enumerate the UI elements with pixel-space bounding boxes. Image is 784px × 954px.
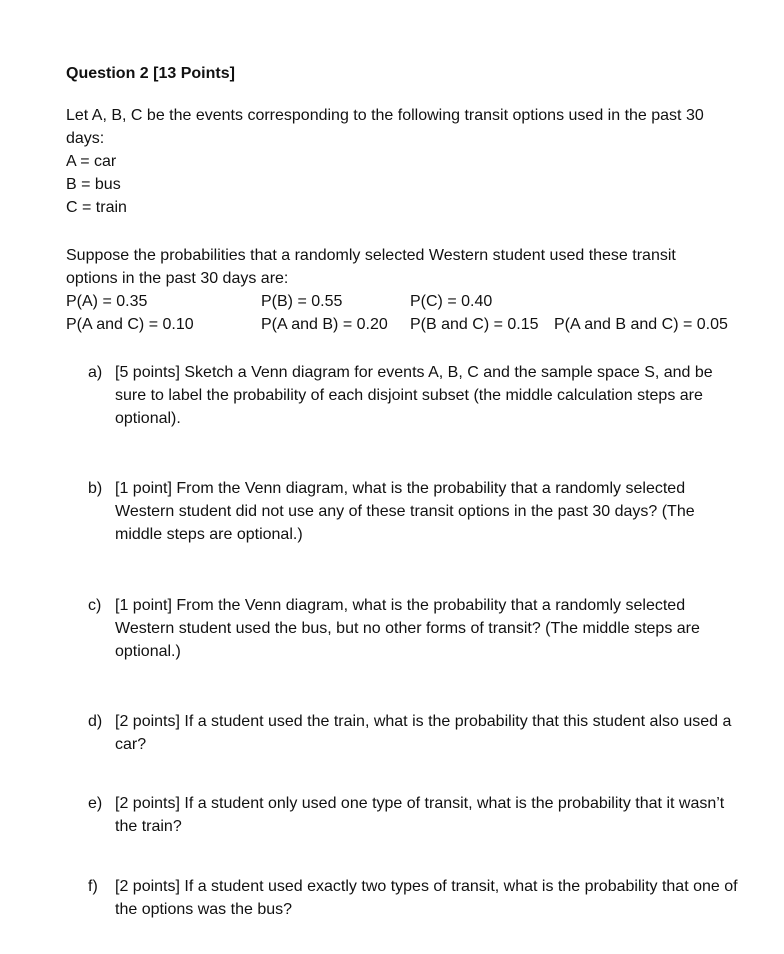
question-label: d) (88, 713, 103, 730)
supposition-paragraph (66, 244, 726, 290)
event-definitions (66, 150, 726, 219)
question-text: [1 point] From the Venn diagram, what is the probability that a randomly selected Western student did not use any of these transit options in the past 30 days? (The middle steps are optional.) (115, 480, 695, 543)
question-label: e) (88, 795, 103, 812)
question-title: Question 2 [13 Points] (66, 65, 235, 82)
question-label: f) (88, 878, 98, 895)
question-text: [2 points] If a student used exactly two types of transit, what is the probability that one of the options was the bus? (115, 878, 738, 918)
intro-text: Let A, B, C be the events corresponding to the following transit options used in the past 30 days: (66, 107, 704, 147)
supposition-text: Suppose the probabilities that a randomly selected Western student used these transit options in the past 30 days are: (66, 247, 676, 287)
question-text: [1 point] From the Venn diagram, what is the probability that a randomly selected Western student used the bus, but no other forms of transit? (The middle steps are optional.) (115, 597, 700, 660)
question-text: [5 points] Sketch a Venn diagram for events A, B, C and the sample space S, and be sure to label the probability of each disjoint subset (the middle calculation steps are optional). (115, 364, 713, 427)
definition-a: A = car (66, 153, 117, 170)
prob-a-and-b: P(A and B) = 0.20 (261, 316, 388, 333)
definition-b: B = bus (66, 176, 121, 193)
question-label: b) (88, 480, 103, 497)
definition-c: C = train (66, 199, 127, 216)
question-label: c) (88, 597, 102, 614)
question-text: [2 points] If a student only used one type of transit, what is the probability that it wasn’t the train? (115, 795, 725, 835)
probability-row (66, 290, 766, 313)
prob-c: P(C) = 0.40 (410, 293, 493, 310)
prob-a: P(A) = 0.35 (66, 293, 148, 310)
prob-a-and-c: P(A and C) = 0.10 (66, 316, 194, 333)
probability-table (66, 290, 766, 336)
probability-row (66, 313, 766, 336)
prob-b-and-c: P(B and C) = 0.15 (410, 316, 539, 333)
prob-b: P(B) = 0.55 (261, 293, 343, 310)
intro-paragraph (66, 104, 726, 150)
question-text: [2 points] If a student used the train, what is the probability that this student also used a car? (115, 713, 732, 753)
question-label: a) (88, 364, 103, 381)
prob-a-and-b-and-c: P(A and B and C) = 0.05 (554, 316, 728, 333)
